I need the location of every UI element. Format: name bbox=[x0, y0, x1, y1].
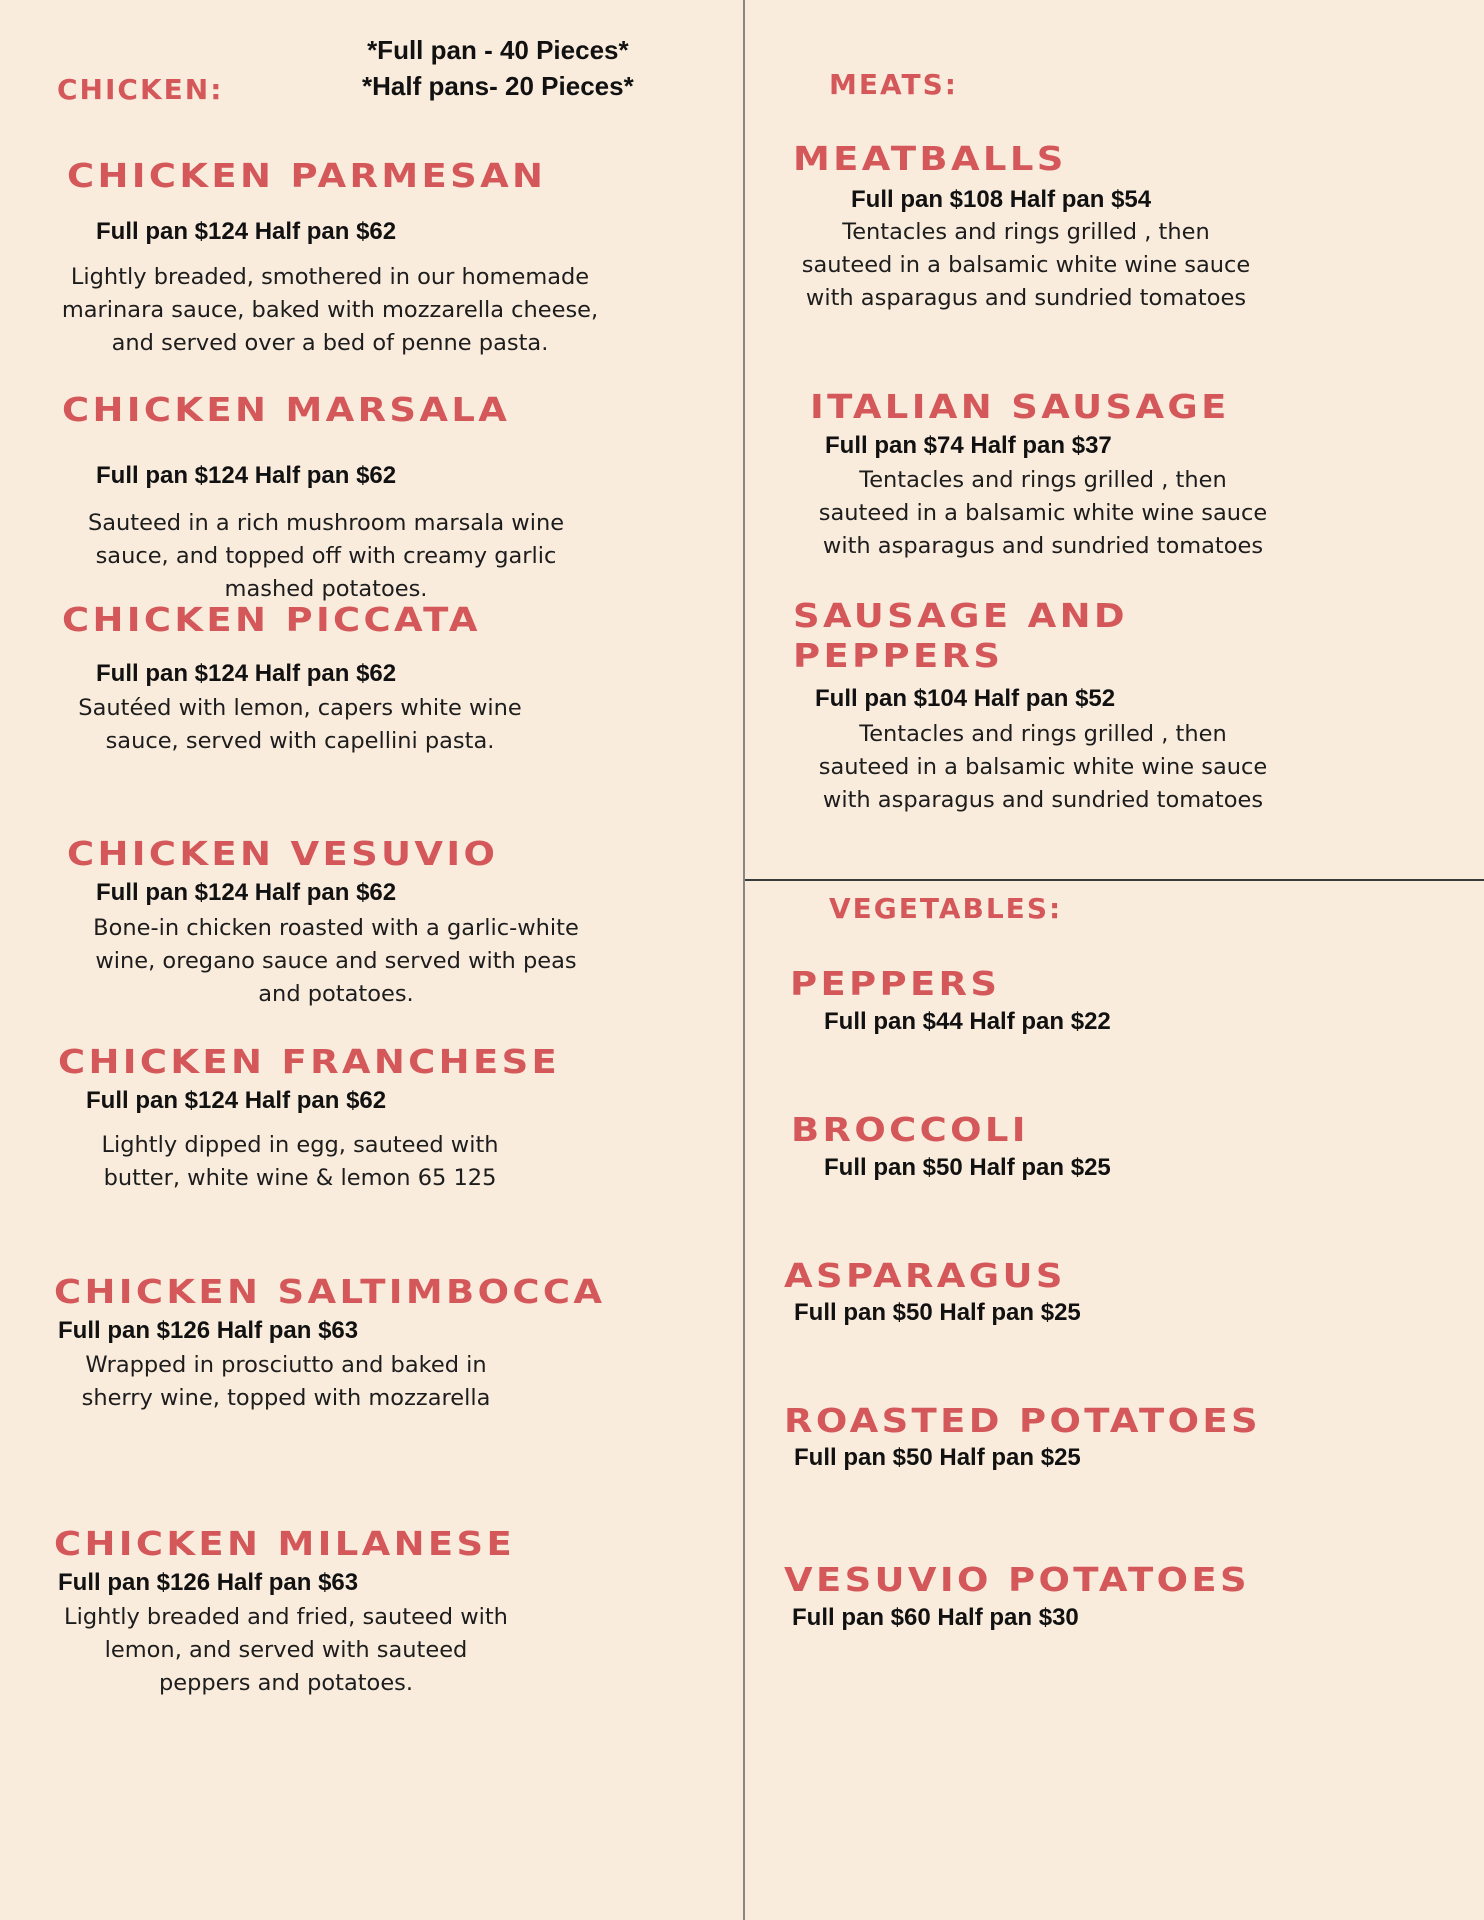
desc-line: Wrapped in prosciutto and baked in bbox=[85, 1352, 487, 1378]
desc-line: sauteed in a balsamic white wine sauce bbox=[818, 500, 1268, 526]
dish-description bbox=[0, 1129, 600, 1195]
desc-line: and potatoes. bbox=[258, 981, 414, 1007]
portion-note bbox=[362, 32, 634, 104]
section-divider bbox=[745, 879, 1484, 881]
dish-title: CHICKEN MILANESE bbox=[54, 1524, 516, 1563]
desc-line: Lightly breaded and fried, sauteed with bbox=[64, 1604, 508, 1630]
dish-title: PEPPERS bbox=[790, 964, 1001, 1003]
desc-line: sauteed in a balsamic white wine sauce bbox=[818, 754, 1268, 780]
dish-title: ITALIAN SAUSAGE bbox=[810, 387, 1230, 426]
dish-price: Full pan $60 Half pan $30 bbox=[792, 1604, 1079, 1631]
dish-description bbox=[746, 216, 1306, 315]
dish-price: Full pan $126 Half pan $63 bbox=[58, 1569, 359, 1596]
dish-price: Full pan $50 Half pan $25 bbox=[794, 1444, 1081, 1471]
desc-line: and served over a bed of penne pasta. bbox=[111, 330, 549, 356]
desc-line: Sautéed with lemon, capers white wine bbox=[78, 695, 522, 721]
desc-line: sauce, served with capellini pasta. bbox=[105, 728, 495, 754]
desc-line: with asparagus and sundried tomatoes bbox=[822, 787, 1264, 813]
desc-line: Sauteed in a rich mushroom marsala wine bbox=[87, 510, 565, 536]
dish-price: Full pan $104 Half pan $52 bbox=[815, 685, 1116, 712]
dish-title: MEATBALLS bbox=[793, 139, 1067, 178]
dish-price: Full pan $124 Half pan $62 bbox=[96, 218, 397, 245]
dish-title: CHICKEN FRANCHESE bbox=[58, 1042, 561, 1081]
dish-title: VESUVIO POTATOES bbox=[784, 1560, 1250, 1599]
desc-line: peppers and potatoes. bbox=[158, 1670, 414, 1696]
dish-title: CHICKEN VESUVIO bbox=[67, 834, 499, 873]
dish-title-line-1: SAUSAGE AND bbox=[793, 596, 1128, 635]
dish-description bbox=[0, 692, 600, 758]
dish-title: CHICKEN MARSALA bbox=[62, 390, 511, 429]
dish-title: ASPARAGUS bbox=[784, 1256, 1066, 1295]
column-divider bbox=[743, 0, 745, 1920]
dish-description bbox=[0, 1349, 572, 1415]
dish-price: Full pan $74 Half pan $37 bbox=[825, 432, 1112, 459]
chicken-section-label: CHICKEN: bbox=[57, 73, 224, 106]
dish-description bbox=[30, 261, 630, 360]
desc-line: Tentacles and rings grilled , then bbox=[859, 721, 1227, 747]
desc-line: butter, white wine & lemon 65 125 bbox=[103, 1165, 497, 1191]
dish-price: Full pan $44 Half pan $22 bbox=[824, 1008, 1111, 1035]
portion-note-line-2: *Half pans- 20 Pieces* bbox=[362, 71, 634, 101]
dish-price: Full pan $108 Half pan $54 bbox=[851, 186, 1152, 213]
dish-title: ROASTED POTATOES bbox=[784, 1401, 1261, 1440]
dish-title-line-2: PEPPERS bbox=[793, 636, 1004, 675]
desc-line: Lightly breaded, smothered in our homemade bbox=[70, 264, 590, 290]
meats-section-label: MEATS: bbox=[829, 68, 958, 101]
dish-title: CHICKEN PICCATA bbox=[62, 600, 481, 639]
desc-line: wine, oregano sauce and served with peas bbox=[95, 948, 577, 974]
dish-price: Full pan $50 Half pan $25 bbox=[824, 1154, 1111, 1181]
dish-price: Full pan $126 Half pan $63 bbox=[58, 1317, 359, 1344]
desc-line: Bone-in chicken roasted with a garlic-white bbox=[93, 915, 579, 941]
dish-title: BROCCOLI bbox=[791, 1110, 1029, 1149]
vegetables-section-label: VEGETABLES: bbox=[829, 892, 1063, 925]
dish-price: Full pan $50 Half pan $25 bbox=[794, 1299, 1081, 1326]
dish-description bbox=[763, 718, 1323, 817]
dish-title: CHICKEN PARMESAN bbox=[67, 156, 547, 195]
dish-description bbox=[763, 464, 1323, 563]
desc-line: mashed potatoes. bbox=[224, 576, 428, 602]
desc-line: Tentacles and rings grilled , then bbox=[859, 467, 1227, 493]
dish-title: CHICKEN SALTIMBOCCA bbox=[54, 1272, 606, 1311]
desc-line: with asparagus and sundried tomatoes bbox=[805, 285, 1247, 311]
dish-price: Full pan $124 Half pan $62 bbox=[96, 660, 397, 687]
desc-line: Lightly dipped in egg, sauteed with bbox=[101, 1132, 499, 1158]
desc-line: Tentacles and rings grilled , then bbox=[842, 219, 1210, 245]
desc-line: sherry wine, topped with mozzarella bbox=[81, 1385, 491, 1411]
desc-line: with asparagus and sundried tomatoes bbox=[822, 533, 1264, 559]
dish-price: Full pan $124 Half pan $62 bbox=[96, 462, 397, 489]
dish-description bbox=[36, 912, 636, 1011]
dish-price: Full pan $124 Half pan $62 bbox=[96, 879, 397, 906]
dish-price: Full pan $124 Half pan $62 bbox=[86, 1087, 387, 1114]
desc-line: sauteed in a balsamic white wine sauce bbox=[801, 252, 1251, 278]
dish-description bbox=[0, 1601, 572, 1700]
desc-line: sauce, and topped off with creamy garlic bbox=[95, 543, 557, 569]
dish-description bbox=[26, 507, 626, 606]
portion-note-line-1: *Full pan - 40 Pieces* bbox=[367, 35, 629, 65]
desc-line: lemon, and served with sauteed bbox=[104, 1637, 468, 1663]
desc-line: marinara sauce, baked with mozzarella cheese, bbox=[61, 297, 599, 323]
